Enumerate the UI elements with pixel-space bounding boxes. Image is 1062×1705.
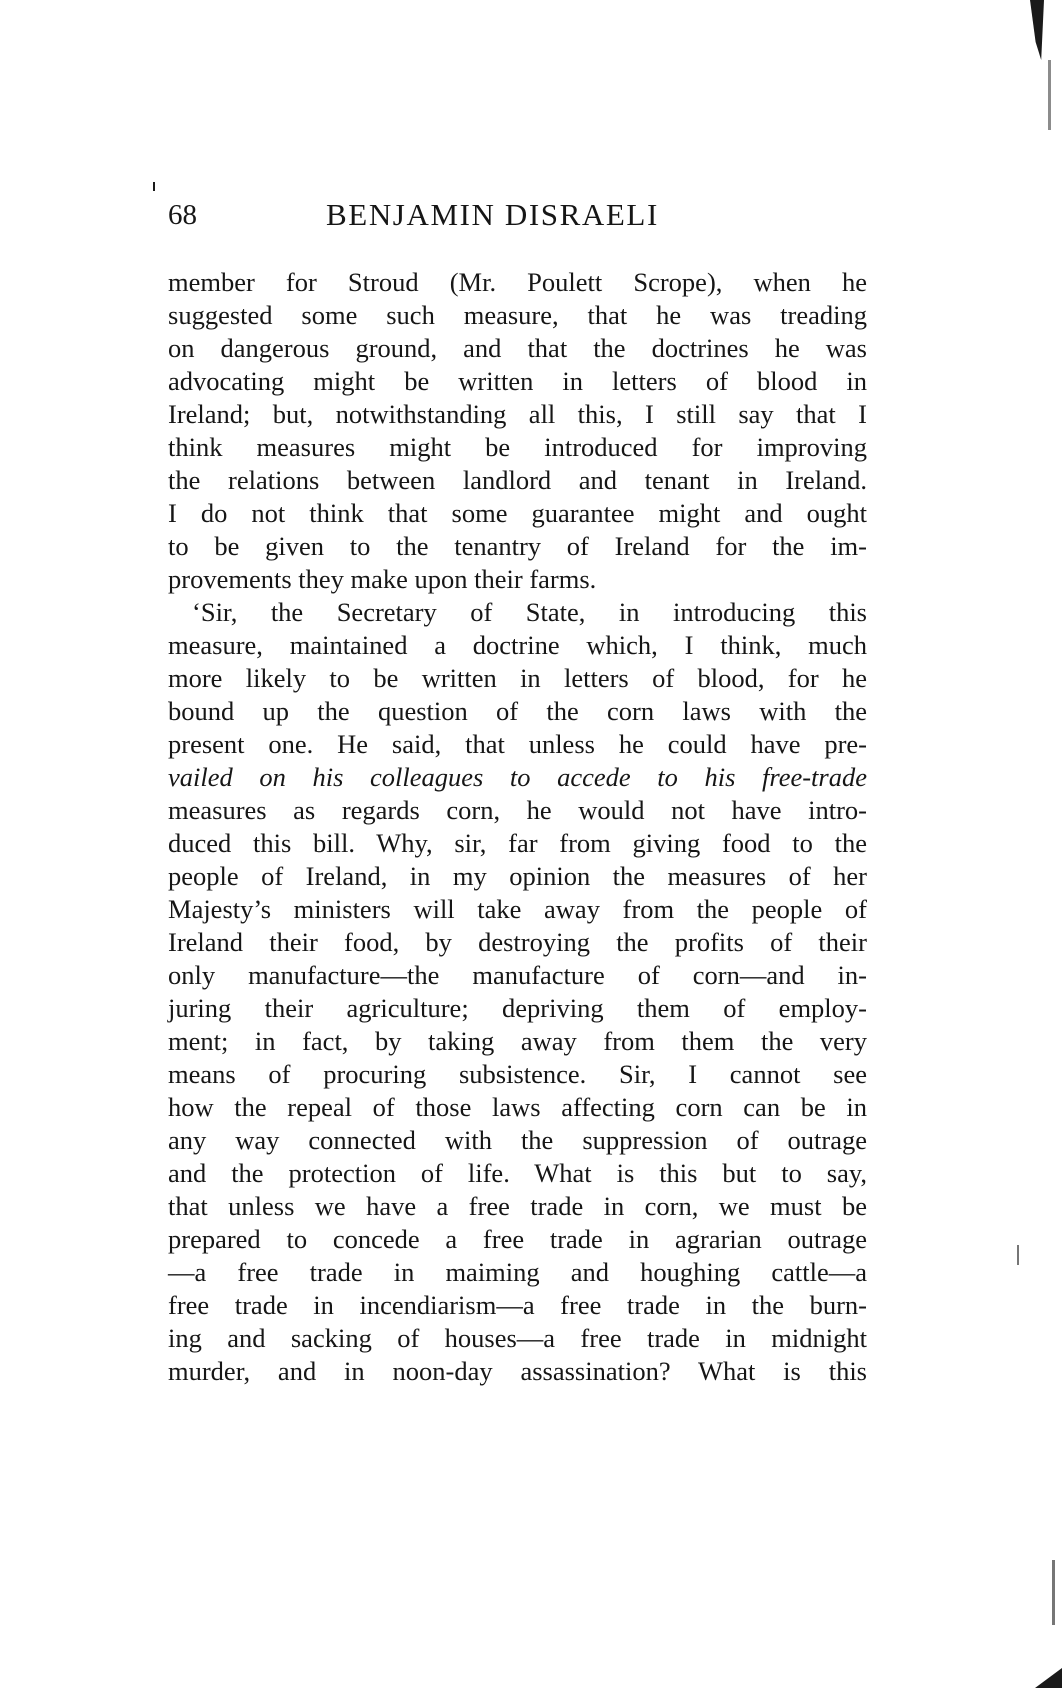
text-line: more likely to be written in letters of blood, for he [168, 663, 867, 693]
text-line: —a free trade in maiming and houghing cattle—a [168, 1257, 867, 1287]
text-line: that unless we have a free trade in corn, we must be [168, 1191, 867, 1221]
text-line: on dangerous ground, and that the doctrines he was [168, 333, 867, 363]
text-line: the relations between landlord and tenant in Ireland. [168, 465, 867, 495]
text-line: bound up the question of the corn laws with the [168, 696, 867, 726]
text-line: advocating might be written in letters of blood in [168, 366, 867, 396]
page-header [168, 195, 868, 235]
text-line: free trade in incendiarism—a free trade in the burn- [168, 1290, 867, 1320]
text-line: juring their agriculture; depriving them of employ- [168, 993, 867, 1023]
scan-edge-mark [1052, 1560, 1055, 1625]
page-number: 68 [168, 199, 197, 231]
text-line: present one. He said, that unless he could have pre- [168, 729, 867, 759]
text-line: means of procuring subsistence. Sir, I cannot see [168, 1059, 867, 1089]
scan-edge-mark [1035, 1668, 1062, 1688]
text-line: member for Stroud (Mr. Poulett Scrope), when he [168, 267, 867, 297]
text-line: and the protection of life. What is this but to say, [168, 1158, 867, 1188]
text-line: I do not think that some guarantee might and ought [168, 498, 867, 528]
text-line: Ireland; but, notwithstanding all this, I still say that I [168, 399, 867, 429]
text-line: Majesty’s ministers will take away from the people of [168, 894, 867, 924]
text-line: vailed on his colleagues to accede to his free-trade [168, 762, 867, 792]
text-line: think measures might be introduced for improving [168, 432, 867, 462]
text-line: duced this bill. Why, sir, far from giving food to the [168, 828, 867, 858]
text-line: suggested some such measure, that he was treading [168, 300, 867, 330]
scan-edge-mark [153, 182, 155, 191]
text-line: only manufacture—the manufacture of corn—and in- [168, 960, 867, 990]
scan-edge-mark [1017, 1245, 1019, 1265]
text-line: provements they make upon their farms. [168, 564, 597, 594]
text-line: measures as regards corn, he would not have intro- [168, 795, 867, 825]
text-line: any way connected with the suppression of outrage [168, 1125, 867, 1155]
text-line: to be given to the tenantry of Ireland for the im- [168, 531, 867, 561]
text-line: ‘Sir, the Secretary of State, in introducing this [192, 597, 867, 627]
body-text [168, 266, 867, 1388]
running-title: BENJAMIN DISRAELI [326, 197, 659, 232]
text-line: murder, and in noon-day assassination? What is this [168, 1356, 867, 1386]
text-line: ment; in fact, by taking away from them the very [168, 1026, 867, 1056]
text-line: how the repeal of those laws affecting corn can be in [168, 1092, 867, 1122]
scan-edge-mark [1048, 60, 1051, 130]
text-line: Ireland their food, by destroying the profits of their [168, 927, 867, 957]
text-line: measure, maintained a doctrine which, I think, much [168, 630, 867, 660]
text-line: prepared to concede a free trade in agrarian outrage [168, 1224, 867, 1254]
scan-edge-mark [1030, 0, 1044, 60]
text-line: ing and sacking of houses—a free trade in midnight [168, 1323, 867, 1353]
text-line: people of Ireland, in my opinion the measures of her [168, 861, 867, 891]
